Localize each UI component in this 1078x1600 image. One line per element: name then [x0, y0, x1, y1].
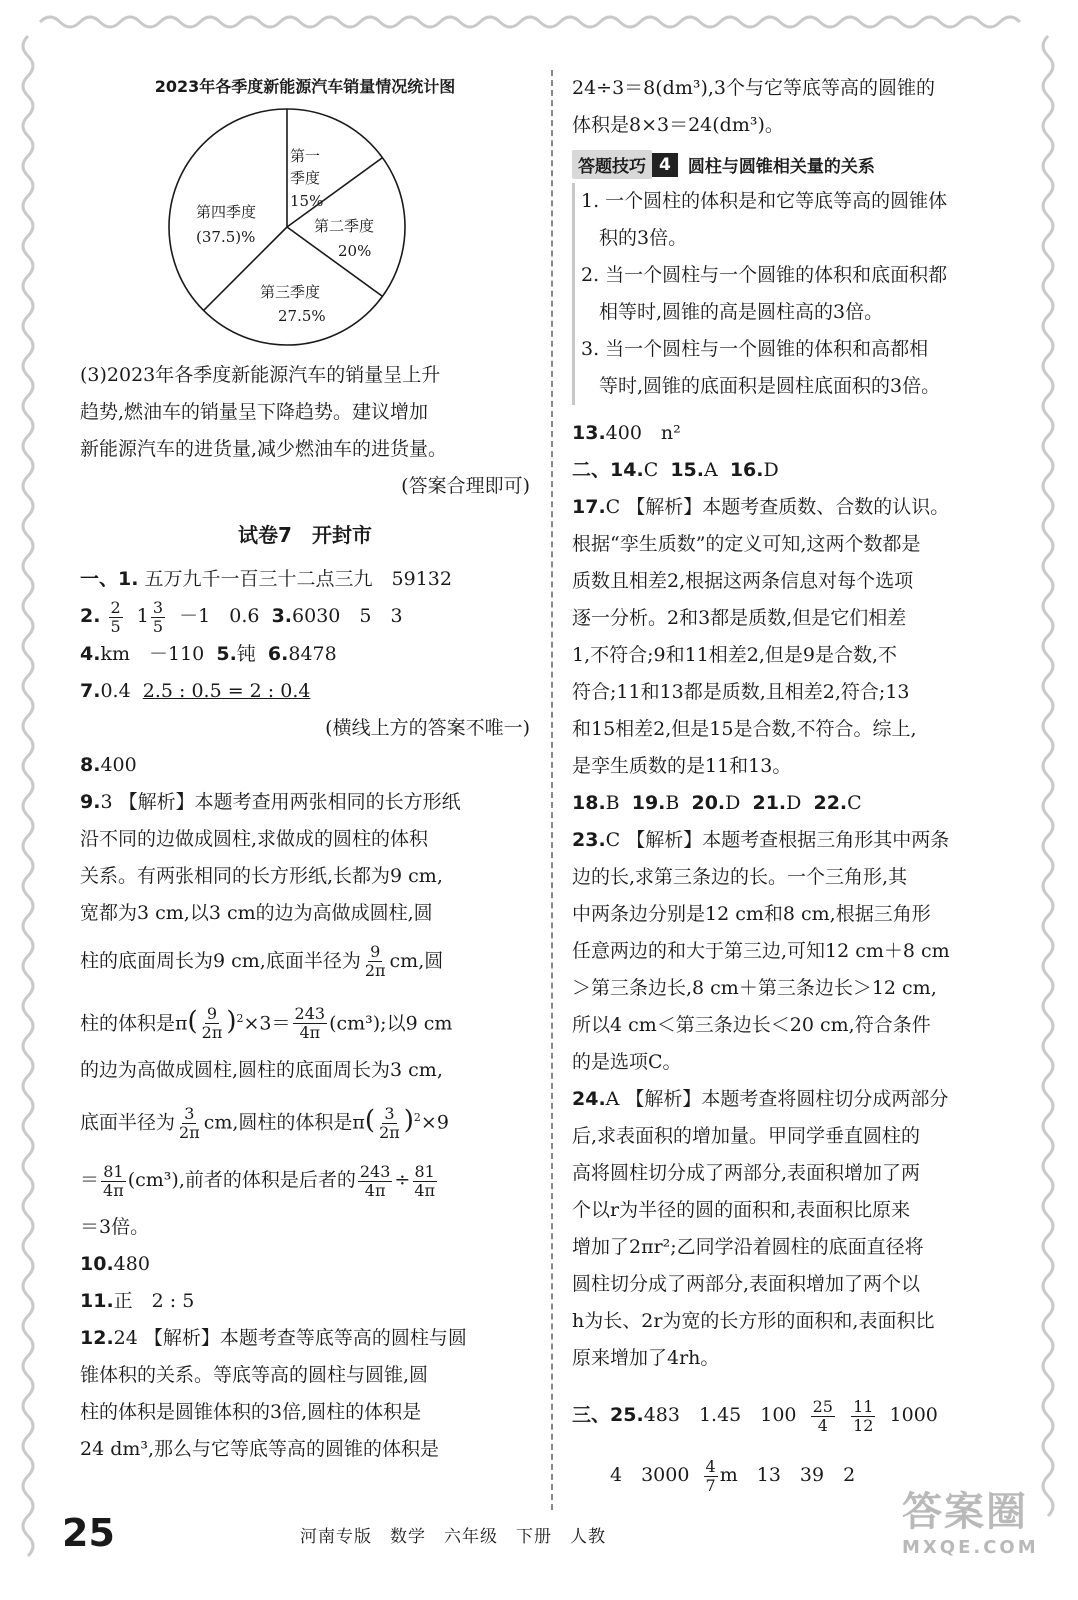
q23-line-3: 中两条边分别是12 cm和8 cm,根据三角形	[572, 903, 931, 925]
q25-text-b: 1000	[889, 1404, 938, 1426]
q9-line-8: 底面半径为 $\frac{3}{2\pi}$ cm,圆柱的体积是π( $\frac{3}{2\pi}$ )$^2$×9	[80, 1103, 449, 1142]
tip-3-line-2: 等时,圆锥的底面积是圆柱底面积的3倍。	[599, 375, 941, 397]
q20-number: 20.	[691, 792, 726, 814]
p3-note: (答案合理即可)	[401, 475, 530, 497]
q9-line-10: ＝3倍。	[80, 1216, 150, 1239]
pie-label-q4-pct: (37.5)%	[196, 228, 256, 246]
q7-answer: 0.4	[100, 679, 131, 702]
q4-number: 4.	[80, 642, 101, 665]
q18-answer: B	[605, 792, 620, 814]
q24-line-8: 原来增加了4rh。	[572, 1347, 720, 1369]
q9-line-4: 宽都为3 cm,以3 cm的边为高做成圆柱,圆	[80, 901, 433, 924]
q8-number: 8.	[80, 753, 101, 776]
q9-fraction-9: $\frac{81}{4\pi}$	[103, 1161, 124, 1200]
pie-label-q3: 第三季度	[260, 283, 321, 301]
tip-1-line-1: 1. 一个圆柱的体积是和它等底等高的圆锥体	[581, 190, 948, 212]
q13-number: 13.	[572, 422, 606, 444]
q19-answer: B	[665, 792, 680, 814]
q9-fraction-9c: $\frac{81}{4\pi}$	[414, 1161, 436, 1200]
q6-answer: 8478	[288, 642, 337, 665]
watermark-logo	[902, 1480, 1039, 1558]
q10-number: 10.	[80, 1253, 114, 1276]
q23-line-6: 所以4 cm＜第三条边长＜20 cm,符合条件	[572, 1014, 931, 1036]
tip-1-line-2: 积的3倍。	[599, 227, 688, 249]
q17-line-4: 逐一分析。2和3都是质数,但是它们相差	[572, 607, 907, 629]
tip-header	[572, 150, 1027, 179]
q25-text-a: 483 1.45 100	[643, 1404, 797, 1426]
q9-fraction-8b: $\frac{3}{2\pi}$	[379, 1103, 400, 1142]
page-number: 25	[62, 1511, 115, 1555]
q25-text-c: 4 3000	[610, 1464, 690, 1486]
q23-line-1	[572, 822, 1027, 859]
q9-text-9b: (cm³),前者的体积是后者的	[127, 1169, 356, 1192]
q7-number: 7.	[80, 679, 101, 702]
section-title: 试卷7 开封市	[238, 523, 372, 547]
q12-number: 12.	[80, 1327, 114, 1350]
q9-text-9c: ÷	[394, 1169, 411, 1192]
q9-text-8a: 底面半径为	[80, 1111, 176, 1134]
q12-text-1: 24 【解析】本题考查等底等高的圆柱与圆	[113, 1327, 467, 1350]
q5-number: 5.	[216, 642, 237, 665]
q23-line-7: 的是选项C。	[572, 1051, 682, 1073]
q24-line-2: 后,求表面积的增加量。甲同学垂直圆柱的	[572, 1125, 921, 1147]
watermark-text: 答案圈	[902, 1489, 1028, 1535]
tip-2-line-2: 相等时,圆锥的高是圆柱高的3倍。	[599, 301, 884, 323]
column-divider	[551, 70, 553, 1510]
p3-line-2: 趋势,燃油车的销量呈下降趋势。建议增加	[80, 401, 429, 423]
q7-line	[80, 673, 530, 710]
q21-answer: D	[786, 792, 802, 814]
q14-q16-line	[572, 452, 1027, 489]
q19-number: 19.	[631, 792, 666, 814]
q24-line-6: 圆柱切分成了两部分,表面积增加了两个以	[572, 1273, 921, 1295]
q17-line-5: 1,不符合;9和11相差2,但是9是合数,不	[572, 644, 898, 666]
q4-answer: km －110	[100, 642, 205, 665]
q9-number: 9.	[80, 790, 101, 813]
q2-fraction-2: $\frac{3}{5}$	[152, 597, 164, 636]
q11-answer: 正 2 : 5	[113, 1290, 195, 1313]
q2-mixed-int: 1	[136, 605, 149, 627]
page-footer	[62, 1508, 1022, 1558]
q9-text-6c: (cm³);以9 cm	[329, 1011, 453, 1034]
q24-line-7: h为长、2r为宽的长方形的面积和,表面积比	[572, 1310, 935, 1332]
q12-line-3: 柱的体积是圆锥体积的3倍,圆柱的体积是	[80, 1401, 422, 1424]
section-2-prefix: 二、	[572, 459, 611, 481]
q17-line-6: 符合;11和13都是质数,且相差2,符合;13	[572, 681, 910, 703]
q18-number: 18.	[572, 792, 606, 814]
p3-line-3: 新能源汽车的进货量,减少燃油车的进货量。	[80, 438, 448, 460]
pie-label-q2-pct: 20%	[338, 242, 372, 260]
q9-line-7: 的边为高做成圆柱,圆柱的底面周长为3 cm,	[80, 1058, 443, 1081]
pie-chart	[80, 103, 530, 353]
q7-note: (横线上方的答案不唯一)	[325, 716, 530, 739]
q3-number: 3.	[271, 605, 293, 627]
tip-number: 4	[652, 153, 678, 177]
section-3-prefix: 三、	[572, 1404, 611, 1426]
q22-number: 22.	[813, 792, 848, 814]
q10-answer: 480	[113, 1253, 150, 1276]
q20-answer: D	[725, 792, 741, 814]
pie-label-q1-b: 季度	[290, 169, 321, 187]
q15-answer: A	[704, 459, 718, 481]
q14-answer: C	[643, 459, 659, 481]
pie-label-q1-a: 第一	[290, 147, 321, 165]
q24-line-5: 增加了2πr²;乙同学沿着圆柱的底面直径将	[572, 1236, 924, 1258]
tip-label: 答题技巧	[572, 150, 652, 179]
q11-number: 11.	[80, 1290, 114, 1313]
q8-answer: 400	[100, 753, 137, 776]
q9-fraction-6: $\frac{9}{2\pi}$	[201, 1004, 223, 1043]
pie-label-q3-pct: 27.5%	[278, 307, 326, 325]
q9-text-8c: ×9	[420, 1111, 449, 1134]
q17-line-3: 质数且相差2,根据这两条信息对每个选项	[572, 570, 914, 592]
q14-number: 14.	[610, 459, 644, 481]
q5-answer: 钝	[236, 642, 256, 665]
pie-label-q4: 第四季度	[196, 203, 257, 221]
q21-number: 21.	[752, 792, 787, 814]
q12-continued-1: 24÷3＝8(dm³),3个与它等底等高的圆锥的	[572, 77, 936, 99]
q9-line-3: 关系。有两张相同的长方形纸,长都为9 cm,	[80, 864, 443, 887]
tip-3-line-1: 3. 当一个圆柱与一个圆锥的体积和高都相	[581, 338, 929, 360]
q10-line	[80, 1246, 530, 1283]
q17-line-1	[572, 489, 1027, 526]
q7-underlined-answer: 2.5 : 0.5 = 2 : 0.4	[142, 679, 311, 702]
chart-title: 2023年各季度新能源汽车销量情况统计图	[154, 77, 456, 96]
q25-text-d: m 13 39 2	[719, 1464, 856, 1486]
q17-line-2: 根据“孪生质数”的定义可知,这两个数都是	[572, 533, 921, 555]
watermark-url: MXQE.COM	[902, 1537, 1039, 1558]
q17-text-1: C 【解析】本题考查质数、合数的认识。	[605, 496, 950, 518]
q3-answer: 6030 5 3	[292, 605, 403, 627]
q25-line-1	[572, 1385, 1027, 1445]
q23-number: 23.	[572, 829, 606, 851]
q17-line-7: 和15相差2,但是15是合数,不符合。综上,	[572, 718, 917, 740]
q18-q22-line	[572, 785, 1027, 822]
q24-number: 24.	[572, 1088, 606, 1110]
q9-line-9	[80, 1151, 530, 1209]
q25-fraction-1: $\frac{25}{4}$	[812, 1396, 833, 1435]
p3-line-1: (3)2023年各季度新能源汽车的销量呈上升	[80, 364, 441, 386]
q2-fraction-1: $\frac{2}{5}$	[110, 597, 121, 636]
q17-number: 17.	[572, 496, 606, 518]
q15-number: 15.	[670, 459, 704, 481]
q11-line	[80, 1283, 530, 1320]
q24-line-4: 个以r为半径的圆的面积和,表面积比原来	[572, 1199, 911, 1221]
q25-fraction-3: $\frac{4}{7}$	[705, 1456, 716, 1495]
q12-line-2: 锥体积的关系。等底等高的圆柱与圆锥,圆	[80, 1364, 429, 1387]
q13-line	[572, 415, 1027, 452]
q2-rest: －1 0.6	[179, 605, 260, 627]
q9-fraction-radius: $\frac{9}{2\pi}$	[364, 942, 386, 980]
pie-label-q2: 第二季度	[314, 217, 375, 235]
footer-text: 河南专版 数学 六年级 下册 人教	[300, 1527, 606, 1547]
q23-line-2: 边的长,求第三条边的长。一个三角形,其	[572, 866, 908, 888]
q2-q3-line	[80, 598, 530, 636]
q9-text-6b: ×3＝	[243, 1011, 291, 1034]
q1-line	[80, 561, 530, 598]
q22-answer: C	[847, 792, 862, 814]
q4-q6-line	[80, 636, 530, 673]
q9-text-5b: cm,圆	[389, 949, 444, 972]
q24-line-3: 高将圆柱切分成了两部分,表面积增加了两	[572, 1162, 921, 1184]
q1-number: 1.	[118, 568, 139, 590]
q16-number: 16.	[729, 459, 764, 481]
q9-text-1: 3 【解析】本题考查用两张相同的长方形纸	[100, 790, 461, 813]
q25-fraction-2: $\frac{11}{12}$	[853, 1396, 874, 1435]
q9-text-9a: ＝	[80, 1169, 100, 1192]
q12-line-4: 24 dm³,那么与它等底等高的圆锥的体积是	[80, 1438, 440, 1461]
q12-line-1	[80, 1320, 530, 1357]
q24-line-1	[572, 1081, 1027, 1118]
q23-line-5: ＞第三条边长,8 cm＋第三条边长＞12 cm,	[572, 977, 937, 999]
q1-answer: 五万九千一百三十二点三九 59132	[144, 568, 452, 590]
q9-line-5	[80, 932, 530, 990]
tip-title: 圆柱与圆锥相关量的关系	[687, 157, 875, 177]
q2-number: 2.	[80, 605, 101, 627]
q9-fraction-9b: $\frac{243}{4\pi}$	[359, 1161, 391, 1200]
q9-line-2: 沿不同的边做成圆柱,求做成的圆柱的体积	[80, 827, 429, 850]
q23-text-1: C 【解析】本题考查根据三角形其中两条	[605, 829, 950, 851]
q9-line-6: 柱的体积是π( $\frac{9}{2\pi}$ )$^2$×3＝ $\frac{243}{4\pi}$ (cm³);以9 cm	[80, 1004, 453, 1043]
q23-line-4: 任意两边的和大于第三边,可知12 cm＋8 cm	[572, 940, 950, 962]
pie-label-q1-pct: 15%	[290, 192, 324, 210]
right-column	[572, 70, 1027, 1505]
q9-fraction-8: $\frac{3}{2\pi}$	[179, 1103, 200, 1142]
q9-fraction-6b: $\frac{243}{4\pi}$	[294, 1004, 326, 1043]
q24-text-1: A 【解析】本题考查将圆柱切分成两部分	[605, 1088, 949, 1110]
q12-continued-2: 体积是8×3＝24(dm³)。	[572, 114, 784, 136]
tip-box	[572, 183, 1027, 405]
q9-text-8b: cm,圆柱的体积是π	[203, 1111, 365, 1134]
q17-line-8: 是孪生质数的是11和13。	[572, 755, 792, 777]
q13-answer: 400 n²	[605, 422, 681, 444]
q6-number: 6.	[267, 642, 289, 665]
q9-text-5a: 柱的底面周长为9 cm,底面半径为	[80, 949, 361, 972]
q8-line	[80, 747, 530, 784]
q1-prefix: 一、	[80, 568, 119, 590]
q25-number: 25.	[610, 1404, 644, 1426]
tip-2-line-1: 2. 当一个圆柱与一个圆锥的体积和底面积都	[581, 264, 948, 286]
q16-answer: D	[763, 459, 779, 481]
q9-text-6a: 柱的体积是π	[80, 1011, 188, 1034]
q9-line-1	[80, 784, 530, 821]
left-column	[80, 70, 530, 1468]
